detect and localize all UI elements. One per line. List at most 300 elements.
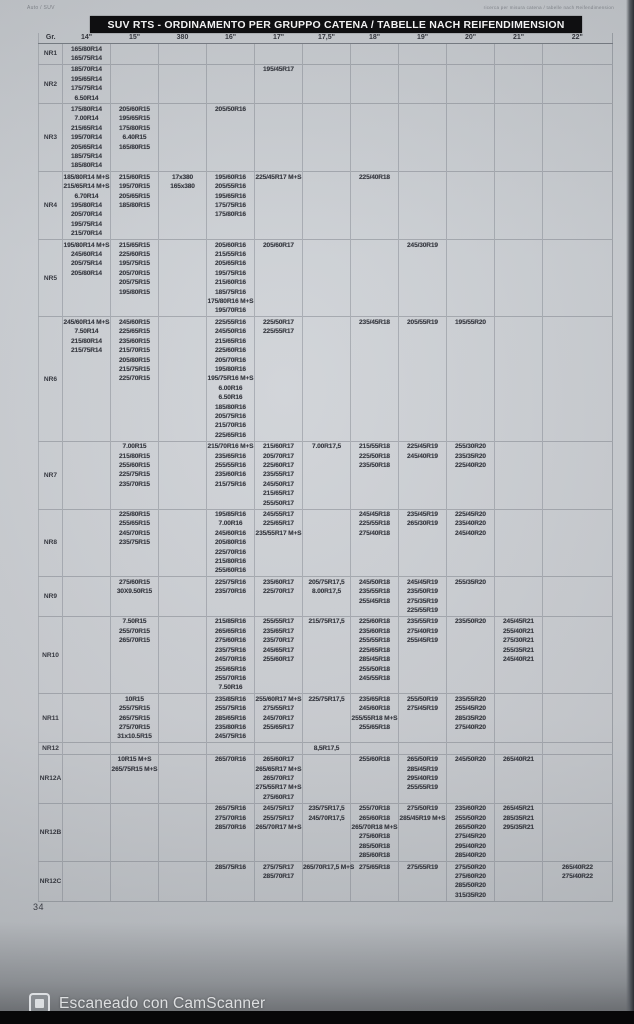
tire-size: 205/80R14	[71, 269, 102, 277]
tire-size-cell	[543, 64, 613, 104]
tire-size: 275/55R17	[263, 705, 294, 713]
table-row	[39, 616, 613, 693]
tire-size: 245/70R16	[215, 656, 246, 664]
tire-size: 235/50R18	[359, 461, 390, 469]
tire-size-cell	[111, 577, 159, 617]
tire-size-cell	[207, 317, 255, 441]
tire-size: 255/65R16	[215, 665, 246, 673]
tire-size-cell	[255, 743, 303, 754]
tire-size-cell	[303, 577, 351, 617]
tire-size: 235/60R17	[263, 578, 294, 586]
tire-size: 265/50R19	[407, 756, 438, 764]
tire-size: 255/65R18	[359, 723, 390, 731]
tire-size: 205/80R15	[119, 356, 150, 364]
tire-size: 265/50R20	[455, 824, 486, 831]
tire-size: 255/50R20	[455, 814, 486, 822]
table-row	[39, 64, 613, 104]
tire-size: 195/65R16	[215, 192, 246, 200]
tire-size-cell	[495, 754, 543, 803]
tire-size: 235/60R18	[359, 627, 390, 635]
tire-size: 205/65R16	[215, 260, 246, 268]
table-header	[39, 33, 613, 44]
tire-size: 195/75R16 M+S	[207, 375, 254, 383]
tire-size-cell	[303, 64, 351, 104]
table-row	[39, 240, 613, 317]
tire-size: 245/50R16	[215, 328, 246, 336]
tire-size: 275/30R21	[503, 637, 534, 645]
tire-size-cell	[255, 509, 303, 577]
group-label: NR12C	[39, 862, 63, 902]
tire-size: 275/75R17	[263, 863, 294, 871]
tire-size-cell	[303, 694, 351, 743]
tire-size-cell	[399, 862, 447, 902]
tire-size-cell	[111, 509, 159, 577]
tire-size-cell	[543, 172, 613, 240]
tire-size-cell	[255, 441, 303, 509]
tire-size: 245/65R17	[263, 646, 294, 654]
tire-size-cell	[351, 509, 399, 577]
tire-size: 215/55R16	[215, 251, 246, 259]
tire-size: 175/80R14	[71, 105, 102, 113]
group-label: NR2	[39, 64, 63, 104]
table-title: SUV RTS - ORDINAMENTO PER GRUPPO CATENA / TABELLE NACH REIFENDIMENSION	[107, 18, 565, 31]
tire-size: 245/70R15	[119, 529, 150, 537]
tire-size: 235/55R18	[359, 588, 390, 596]
tire-size: 205/75R17,5	[308, 578, 345, 586]
tire-size: 185/80R14 M+S	[63, 173, 110, 181]
tire-size-cell	[495, 172, 543, 240]
tire-size: 195/85R16	[215, 511, 246, 518]
tire-size-cell	[399, 743, 447, 754]
tire-size: 245/60R16	[215, 529, 246, 537]
tire-size: 10R15 M+S	[117, 756, 152, 764]
tire-size: 225/60R16	[215, 347, 246, 355]
tire-size: 275/45R20	[455, 833, 486, 841]
tire-size-cell	[351, 862, 399, 902]
tire-size-cell	[495, 240, 543, 317]
tire-size: 31x10.5R15	[117, 733, 152, 741]
tire-size: 215/85R16	[215, 618, 246, 626]
tire-size: 275/40R19	[407, 627, 438, 635]
tire-size: 205/60R16	[215, 241, 246, 249]
tire-size: 235/55R19	[407, 618, 438, 626]
tire-size-cell	[351, 317, 399, 441]
column-header: 19"	[399, 33, 447, 44]
tire-size-cell	[543, 743, 613, 754]
tire-size: 255/55R18	[359, 637, 390, 645]
tire-size: 215/75R14	[71, 347, 102, 355]
tire-size: 265/40R22	[562, 863, 593, 871]
tire-size: 175/75R16	[215, 202, 246, 209]
group-label: NR11	[39, 694, 63, 743]
tire-size-cell	[351, 104, 399, 172]
tire-size-cell	[303, 104, 351, 172]
group-label: NR10	[39, 616, 63, 693]
tire-size: 235/45R18	[359, 318, 390, 326]
tire-size: 175/80R15	[119, 124, 150, 132]
tire-size-cell	[207, 240, 255, 317]
tire-size: 255/75R17	[263, 814, 294, 822]
tire-size: 235/50R20	[455, 618, 486, 626]
tire-size-cell	[447, 104, 495, 172]
tire-size: 285/45R19 M+S	[399, 814, 446, 822]
column-header: 380	[159, 33, 207, 44]
tire-size: 7.50R15	[122, 618, 147, 626]
tire-size: 275/60R20	[455, 873, 486, 881]
tire-size: 225/45R19	[407, 443, 438, 451]
tire-size-cell	[63, 743, 111, 754]
tire-size: 265/70R18 M+S	[351, 824, 398, 831]
tire-size: 265/30R19	[407, 520, 438, 528]
tire-size: 195/75R15	[119, 260, 150, 268]
tire-size-cell	[255, 240, 303, 317]
tire-size: 235/60R15	[119, 337, 150, 345]
tire-size-cell	[159, 862, 207, 902]
tire-size: 225/55R19	[407, 607, 438, 615]
tire-size-cell	[63, 441, 111, 509]
tire-size-cell	[111, 694, 159, 743]
tire-size-cell	[351, 616, 399, 693]
tire-size: 175/80R16 M+S	[207, 298, 254, 306]
tire-size-cell	[495, 509, 543, 577]
tire-size-cell	[111, 240, 159, 317]
tire-size: 205/55R19	[407, 318, 438, 326]
tire-size: 285/40R20	[455, 852, 486, 860]
tire-size: 265/45R21	[503, 805, 534, 813]
tire-size-cell	[255, 44, 303, 65]
tire-size: 215/65R14 M+S	[63, 183, 110, 191]
tire-size: 235/50R19	[407, 588, 438, 596]
table-row	[39, 577, 613, 617]
tire-size: 225/60R15	[119, 251, 150, 259]
tire-size: 6.50R16	[218, 394, 243, 402]
tire-size: 215/80R14	[71, 337, 102, 345]
tire-size: 265/65R16	[215, 627, 246, 635]
tire-size: 225/65R17	[263, 520, 294, 528]
photo-right-edge	[626, 0, 634, 1024]
tire-size-cell	[255, 862, 303, 902]
tire-size: 285/50R18	[359, 842, 390, 850]
tire-size-cell	[495, 616, 543, 693]
tire-size: 225/55R17	[263, 328, 294, 336]
tire-size: 255/35R20	[455, 578, 486, 586]
tire-size: 215/65R14	[71, 124, 102, 132]
tire-size: 6.70R14	[74, 192, 99, 200]
tire-size-cell	[207, 44, 255, 65]
tire-size: 235/60R20	[455, 805, 486, 813]
tire-size: 255/65R15	[119, 520, 150, 528]
tire-size: 255/70R16	[215, 674, 246, 682]
group-label: NR6	[39, 317, 63, 441]
tire-size: 275/65R18	[359, 863, 390, 871]
table-row	[39, 44, 613, 65]
tire-size: 205/75R14	[71, 260, 102, 268]
tire-size-cell	[63, 694, 111, 743]
tire-size: 195/75R16	[215, 269, 246, 277]
tire-size: 195/70R16	[215, 307, 246, 315]
tire-size: 225/75R15	[119, 471, 150, 479]
tire-size: 165/75R14	[71, 54, 102, 62]
tire-size: 215/75R16	[215, 480, 246, 488]
tire-size-cell	[159, 172, 207, 240]
tire-size-cell	[543, 44, 613, 65]
tire-size: 225/75R16	[215, 578, 246, 586]
tire-size-cell	[255, 577, 303, 617]
tire-size: 285/65R16	[215, 714, 246, 722]
tire-size: 175/75R14	[71, 85, 102, 93]
tire-size: 285/45R19	[407, 765, 438, 773]
tire-size-cell	[255, 754, 303, 803]
tire-size: 215/60R16	[215, 279, 246, 287]
top-left-note: Auto / SUV	[27, 5, 55, 11]
tire-size: 265/70R16	[215, 756, 246, 764]
tire-size: 235/65R18	[359, 695, 390, 703]
tire-size-cell	[303, 240, 351, 317]
group-label: NR12A	[39, 754, 63, 803]
group-label: NR12B	[39, 803, 63, 861]
column-header: 22"	[543, 33, 613, 44]
tire-size: 285/45R18	[359, 656, 390, 664]
tire-size-cell	[159, 441, 207, 509]
tire-size: 235/40R20	[455, 520, 486, 528]
tire-size: 275/60R18	[359, 833, 390, 841]
tire-size-cell	[159, 577, 207, 617]
tire-size: 225/55R18	[359, 520, 390, 528]
tire-size-cell	[351, 743, 399, 754]
tire-size: 225/45R20	[455, 511, 486, 518]
tire-size-cell	[63, 862, 111, 902]
tire-size: 235/55R17 M+S	[255, 529, 302, 537]
tire-size: 225/70R15	[119, 375, 150, 383]
tire-size-cell	[207, 754, 255, 803]
tire-size-cell	[303, 317, 351, 441]
tire-size: 165x380	[170, 183, 195, 191]
tire-size-cell	[207, 64, 255, 104]
tire-size-cell	[159, 616, 207, 693]
group-label: NR8	[39, 509, 63, 577]
tire-size: 255/60R18	[359, 756, 390, 764]
tire-size: 265/75R16	[215, 805, 246, 813]
tire-size-cell	[159, 104, 207, 172]
tire-size-cell	[447, 44, 495, 65]
tire-size-cell	[543, 803, 613, 861]
tire-size: 205/65R14	[71, 143, 102, 151]
tire-size: 265/60R18	[359, 814, 390, 822]
group-label: NR9	[39, 577, 63, 617]
tire-size: 245/40R20	[455, 529, 486, 537]
group-label: NR3	[39, 104, 63, 172]
tire-size: 245/60R18	[359, 705, 390, 713]
tire-size-cell	[63, 44, 111, 65]
tire-size: 265/75R15	[119, 714, 150, 722]
tire-size-cell	[111, 317, 159, 441]
tire-size-cell	[255, 317, 303, 441]
tire-size-cell	[207, 104, 255, 172]
tire-size-cell	[159, 64, 207, 104]
tire-size-cell	[495, 862, 543, 902]
tire-size: 7.00R17,5	[311, 443, 342, 451]
tire-size: 195/60R16	[215, 173, 246, 181]
tire-size-cell	[495, 317, 543, 441]
photo-bottom-edge	[0, 1011, 634, 1024]
tire-size: 285/50R20	[455, 882, 486, 890]
tire-size-cell	[351, 577, 399, 617]
tire-size: 245/75R17	[263, 805, 294, 813]
table-row	[39, 441, 613, 509]
tire-size: 255/45R18	[359, 597, 390, 605]
tire-size-cell	[159, 317, 207, 441]
tire-size: 285/35R21	[503, 814, 534, 822]
table-row	[39, 104, 613, 172]
top-right-note: ricerca per misura catena / tabelle nach Reifendimension	[483, 5, 614, 10]
table-row	[39, 754, 613, 803]
tire-size-cell	[111, 64, 159, 104]
tire-size-cell	[399, 240, 447, 317]
tire-size-cell	[447, 172, 495, 240]
tire-size: 7.50R14	[74, 328, 99, 336]
tire-size: 225/80R15	[119, 511, 150, 518]
tire-size: 265/70R17 M+S	[255, 824, 302, 831]
tire-size: 295/35R21	[503, 824, 534, 831]
tire-size-cell	[63, 754, 111, 803]
tire-size: 285/35R20	[455, 714, 486, 722]
tire-size: 195/80R14	[71, 202, 102, 209]
tire-size-cell	[447, 862, 495, 902]
tire-size-cell	[63, 803, 111, 861]
tire-size-cell	[207, 577, 255, 617]
group-label: NR1	[43, 50, 58, 58]
column-header: 14"	[63, 33, 111, 44]
tire-size-cell	[399, 104, 447, 172]
table-row	[39, 803, 613, 861]
tire-size: 215/65R16	[215, 337, 246, 345]
tire-size: 195/65R15	[119, 115, 150, 123]
tire-size: 185/80R14	[71, 162, 102, 170]
tire-size-cell	[63, 172, 111, 240]
tire-size-cell	[543, 616, 613, 693]
tire-size: 8,5R17,5	[313, 744, 340, 752]
tire-size-cell	[63, 509, 111, 577]
tire-size: 235/60R16	[215, 471, 246, 479]
table-row	[39, 317, 613, 441]
tire-size-cell	[447, 317, 495, 441]
tire-size: 275/60R16	[215, 637, 246, 645]
tire-size: 205/60R17	[263, 241, 294, 249]
tire-size-cell	[63, 240, 111, 317]
tire-size: 235/55R20	[455, 695, 486, 703]
column-header: 20"	[447, 33, 495, 44]
tire-size: 7.00R15	[122, 443, 147, 451]
tire-size: 225/70R16	[215, 548, 246, 556]
tire-size: 215/70R14	[71, 230, 102, 238]
tire-size-cell	[303, 172, 351, 240]
tire-size-cell	[303, 743, 351, 754]
column-header: 21"	[495, 33, 543, 44]
tire-size-cell	[447, 577, 495, 617]
tire-size: 245/75R16	[215, 733, 246, 741]
table-row	[39, 862, 613, 902]
group-label: NR7	[39, 441, 63, 509]
column-header: 18"	[351, 33, 399, 44]
tire-size: 255/45R20	[455, 705, 486, 713]
tire-size: 195/80R16	[215, 365, 246, 373]
tire-size: 265/70R17,5 M+S	[303, 863, 355, 871]
tire-size-cell	[399, 803, 447, 861]
tire-size: 215/70R15	[119, 347, 150, 355]
tire-size: 255/55R18 M+S	[351, 714, 398, 722]
tire-size-cell	[543, 441, 613, 509]
tire-size: 255/60R17	[263, 656, 294, 664]
tire-size-cell	[63, 577, 111, 617]
tire-size: 7.00R14	[74, 115, 99, 123]
tire-size-cell	[495, 743, 543, 754]
tire-size-cell	[159, 509, 207, 577]
tire-size-cell	[159, 743, 207, 754]
tire-size: 235/75R17,5	[308, 805, 345, 813]
tire-size-cell	[399, 509, 447, 577]
tire-size: 275/70R15	[119, 723, 150, 731]
tire-size: 255/60R15	[119, 461, 150, 469]
tire-size: 225/70R17	[263, 588, 294, 596]
tire-size: 275/35R19	[407, 597, 438, 605]
tire-size-cell	[543, 104, 613, 172]
tire-size: 195/65R14	[71, 75, 102, 83]
tire-size-cell	[351, 240, 399, 317]
tire-size: 275/40R18	[359, 529, 390, 537]
tire-size: 245/40R21	[503, 656, 534, 664]
tire-size: 185/80R15	[119, 202, 150, 209]
tire-size-cell	[543, 754, 613, 803]
tire-size: 235/65R17	[263, 627, 294, 635]
tire-size-cell	[447, 441, 495, 509]
tire-size: 215/65R17	[263, 490, 294, 498]
tire-size: 205/55R16	[215, 183, 246, 191]
tire-size: 205/50R16	[215, 105, 246, 113]
tire-size-cell	[351, 694, 399, 743]
tire-size: 255/55R19	[407, 784, 438, 792]
tire-size: 255/30R20	[455, 443, 486, 451]
tire-size: 165/80R14	[71, 45, 102, 53]
tire-size-cell	[255, 694, 303, 743]
tire-size: 245/70R17	[263, 714, 294, 722]
tire-size-cell	[207, 172, 255, 240]
tire-size-cell	[63, 616, 111, 693]
tire-size: 6.50R14	[74, 94, 99, 102]
tire-size-cell	[207, 862, 255, 902]
tire-size: 245/50R20	[455, 756, 486, 764]
column-header: 15"	[111, 33, 159, 44]
tire-size: 245/40R19	[407, 452, 438, 460]
tire-size: 255/50R19	[407, 695, 438, 703]
watermark-text: Escaneado con CamScanner	[59, 994, 266, 1012]
tire-size-cell	[495, 577, 543, 617]
tire-size-cell	[351, 441, 399, 509]
tire-size: 255/65R17	[263, 723, 294, 731]
tire-size: 245/45R21	[503, 618, 534, 626]
tire-size-cell	[159, 694, 207, 743]
tire-size-cell	[111, 862, 159, 902]
tire-size: 235/80R16	[215, 723, 246, 731]
tire-size-cell	[447, 754, 495, 803]
page-number: 34	[33, 902, 45, 912]
tire-size-cell	[495, 104, 543, 172]
tire-size-cell	[495, 803, 543, 861]
tire-size-cell	[255, 104, 303, 172]
tire-size: 265/60R17	[263, 756, 294, 764]
tire-size: 245/55R18	[359, 674, 390, 682]
tire-size: 255/50R18	[359, 665, 390, 673]
tire-size: 205/70R16	[215, 356, 246, 364]
